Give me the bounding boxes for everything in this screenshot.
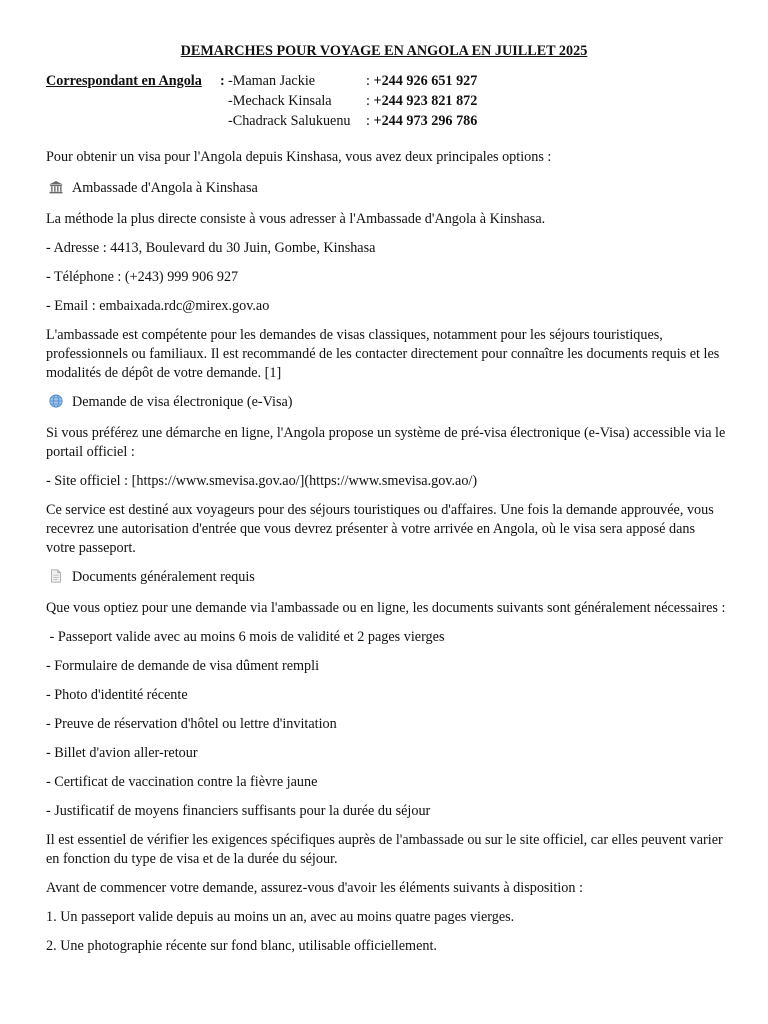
correspondents-label: Correspondant en Angola	[46, 73, 202, 89]
document-item: - Justificatif de moyens financiers suffisants pour la durée du séjour	[46, 803, 431, 819]
numbered-item: 1. Un passeport valide depuis au moins un an, avec au moins quatre pages vierges.	[46, 909, 515, 925]
intro-paragraph: Pour obtenir un visa pour l'Angola depuis Kinshasa, vous avez deux principales options :	[46, 149, 552, 165]
correspondents-colon: :	[220, 73, 225, 89]
evisa-info: Ce service est destiné aux voyageurs pour des séjours touristiques ou d'affaires. Une fois la demande approuvée, vous recevrez une autorisation d'entrée que vous devrez présenter à votre arrivée en Angola, où le visa sera apposé dans votre passeport.	[46, 502, 714, 556]
documents-before: Avant de commencer votre demande, assurez-vous d'avoir les éléments suivants à disposition :	[46, 880, 583, 896]
evisa-heading	[46, 393, 726, 412]
document-body	[46, 148, 726, 966]
correspondents-block	[46, 72, 746, 132]
evisa-site: - Site officiel : [https://www.smevisa.gov.ao/](https://www.smevisa.gov.ao/)	[46, 473, 478, 489]
documents-note: Il est essentiel de vérifier les exigences spécifiques auprès de l'ambassade ou sur le site officiel, car elles peuvent varier en fonction du type de visa et de la durée du séjour.	[46, 832, 723, 867]
correspondent-name: -Chadrack Salukuenu	[228, 113, 351, 129]
embassy-address: - Adresse : 4413, Boulevard du 30 Juin, Gombe, Kinshasa	[46, 240, 376, 256]
document-item: - Photo d'identité récente	[46, 687, 188, 703]
correspondent-row	[46, 72, 746, 92]
document-item: - Certificat de vaccination contre la fièvre jaune	[46, 774, 318, 790]
embassy-lead: La méthode la plus directe consiste à vous adresser à l'Ambassade d'Angola à Kinshasa.	[46, 211, 546, 227]
embassy-phone: - Téléphone : (+243) 999 906 927	[46, 269, 239, 285]
document-item: - Billet d'avion aller-retour	[46, 745, 198, 761]
embassy-heading-text: Ambassade d'Angola à Kinshasa	[72, 180, 258, 196]
document-item: - Preuve de réservation d'hôtel ou lettre d'invitation	[46, 716, 337, 732]
numbered-item: 2. Une photographie récente sur fond blanc, utilisable officiellement.	[46, 938, 437, 954]
correspondent-name: -Maman Jackie	[228, 73, 316, 89]
documents-heading	[46, 568, 726, 587]
correspondent-phone: : +244 973 296 786	[366, 113, 478, 129]
document-item: - Passeport valide avec au moins 6 mois de validité et 2 pages vierges	[46, 629, 445, 645]
correspondent-phone: : +244 926 651 927	[366, 73, 478, 89]
correspondent-row	[46, 112, 746, 132]
correspondent-phone: : +244 923 821 872	[366, 93, 478, 109]
documents-heading-text: Documents généralement requis	[72, 569, 255, 585]
documents-lead: Que vous optiez pour une demande via l'ambassade ou en ligne, les documents suivants sont généralement nécessaires :	[46, 600, 726, 616]
document-icon	[48, 569, 64, 583]
page-title: DEMARCHES POUR VOYAGE EN ANGOLA EN JUILLET 2025	[180, 43, 588, 59]
embassy-heading	[46, 179, 726, 198]
document-item: - Formulaire de demande de visa dûment rempli	[46, 658, 320, 674]
bank-icon	[48, 180, 64, 194]
evisa-heading-text: Demande de visa électronique (e-Visa)	[72, 394, 293, 410]
correspondent-row	[46, 92, 746, 112]
embassy-info: L'ambassade est compétente pour les demandes de visas classiques, notamment pour les séjours touristiques, professionnels ou familiaux. Il est recommandé de les contacter directement pour connaître les documents requis et les modalités de dépôt de votre demande. [1]	[46, 327, 720, 381]
embassy-email: - Email : embaixada.rdc@mirex.gov.ao	[46, 298, 270, 314]
correspondent-name: -Mechack Kinsala	[228, 93, 332, 109]
globe-icon	[48, 394, 64, 408]
evisa-lead: Si vous préférez une démarche en ligne, l'Angola propose un système de pré-visa électronique (e-Visa) accessible via le portail officiel :	[46, 425, 726, 460]
